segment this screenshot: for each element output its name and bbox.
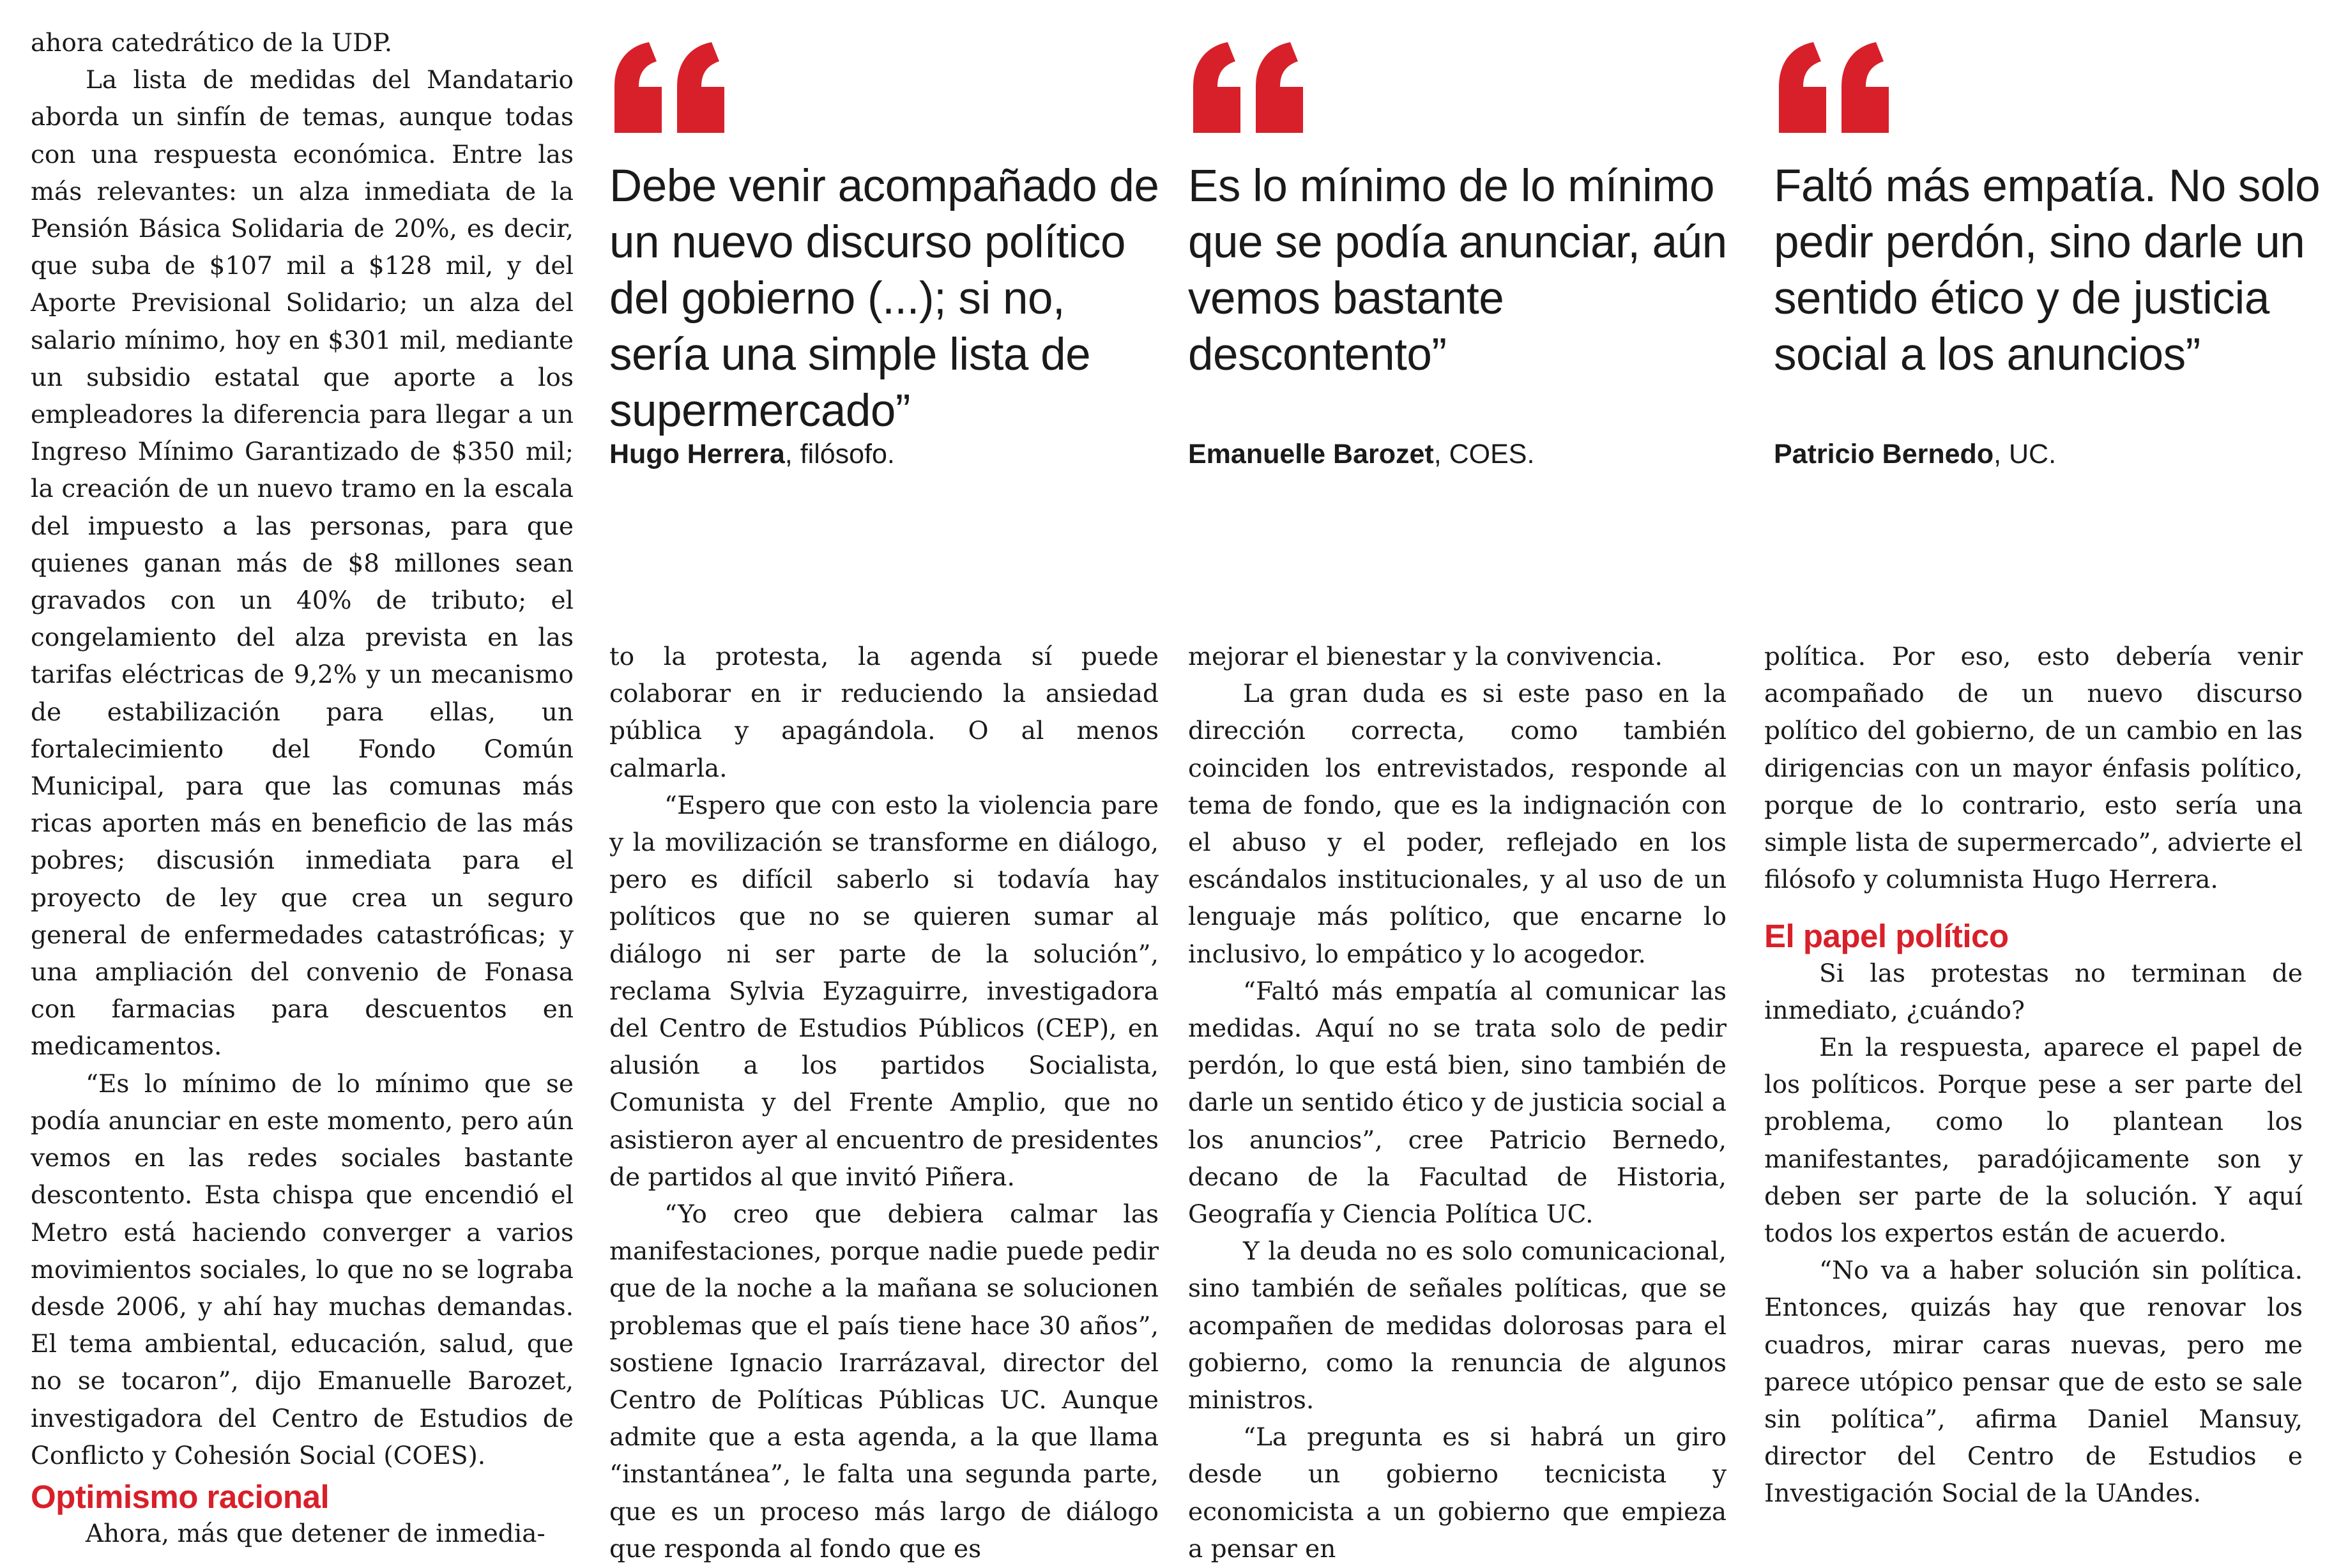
quote-author: Patricio Bernedo xyxy=(1774,439,1994,469)
paragraph: Y la deuda no es solo comunicacional, sino también de señales políticas, que se acompañen de medidas dolorosas para el gobierno, como la renuncia de algunos ministros. xyxy=(1188,1237,1727,1415)
quote-author: Hugo Herrera xyxy=(609,439,785,469)
opening-quote-icon xyxy=(1188,37,1309,139)
paragraph: En la respuesta, aparece el papel de los políticos. Porque pese a ser parte del problema, como lo plantean los manifestantes, paradójicamente son y deben ser parte de la solución. Y aquí todos los expertos están de acuerdo. xyxy=(1764,1033,2303,1249)
paragraph: “No va a haber solución sin política. Entonces, quizás hay que renovar los cuadros, mirar caras nuevas, pero me parece utópico pensar que de esto se sale sin política”, afirma Daniel Mansuy, director del Centro de Estudios e Investigación Social de la UAndes. xyxy=(1764,1256,2303,1509)
article-column-1 xyxy=(31,27,574,1553)
paragraph: política. Por eso, esto debería venir acompañado de un nuevo discurso político del gobierno, de un cambio en las dirigencias con un mayor énfasis político, porque de lo contrario, esto sería una simple lista de supermercado”, advierte el filósofo y columnista Hugo Herrera. xyxy=(1764,643,2303,895)
subheading-optimismo-racional: Optimismo racional xyxy=(31,1478,330,1515)
paragraph: Ahora, más que detener de inmedia- xyxy=(86,1519,545,1549)
quote-text: Debe venir acompañado de un nuevo discurso político del gobierno (...); si no, sería una simple lista de supermercado” xyxy=(609,161,1159,436)
article-column-2 xyxy=(609,639,1159,1568)
paragraph: to la protesta, la agenda sí puede colaborar en ir reduciendo la ansiedad pública y apagándola. O al menos calmarla. xyxy=(609,643,1159,783)
paragraph: Si las protestas no terminan de inmediato, ¿cuándo? xyxy=(1764,959,2303,1025)
paragraph: “La pregunta es si habrá un giro desde un gobierno tecnicista y economicista a un gobierno que empieza a pensar en xyxy=(1188,1423,1727,1564)
paragraph: “Espero que con esto la violencia pare y la movilización se transforme en diálogo, pero es difícil saberlo si todavía hay políticos que no se quieren sumar al diálogo ni ser parte de la solución”, reclama Sylvia Eyzaguirre, investigadora del Centro de Estudios Públicos (CEP), en alusión a los partidos Socialista, Comunista y del Frente Amplio, que no asistieron ayer al encuentro de presidentes de partidos al que invitó Piñera. xyxy=(609,791,1159,1192)
opening-quote-icon xyxy=(1774,37,1895,139)
article-column-3 xyxy=(1188,639,1727,1568)
quote-attribution xyxy=(1188,438,1750,470)
quote-author: Emanuelle Barozet xyxy=(1188,439,1434,469)
paragraph: La lista de medidas del Mandatario aborda un sinfín de temas, aunque todas con una respuesta económica. Entre las más relevantes: un alza inmediata de la Pensión Básica Solidaria de 20%, es decir, que suba de $107 mil a $128 mil, y del Aporte Previsional Solidario; un alza del salario mínimo, hoy en $301 mil, mediante un subsidio estatal que aporte a los empleadores la diferencia para llegar a un Ingreso Mínimo Garantizado de $350 mil; la creación de un nuevo tramo en la escala del impuesto a las personas, para que quienes ganan más de $8 millones sean gravados con un 40% de tributo; el congelamiento del alza prevista en las tarifas eléctricas de 9,2% y un mecanismo de estabilización para ellas, un fortalecimiento del Fondo Común Municipal, para que las comunas más ricas aporten más en beneficio de las más pobres; discusión inmediata para el proyecto de ley que crea un seguro general de enfermedades catastróficas; y una ampliación del convenio de Fonasa con farmacias para descuentos en medicamentos. xyxy=(31,66,574,1062)
quote-attribution xyxy=(609,438,1171,470)
article-column-4 xyxy=(1764,639,2303,1513)
quote-text: Faltó más empatía. No solo pedir perdón, sino darle un sentido ético y de justicia social a los anuncios” xyxy=(1774,161,2321,380)
paragraph: “Es lo mínimo de lo mínimo que se podía anunciar en este momento, pero aún vemos en las redes sociales bastante descontento. Esta chispa que encendió el Metro está haciendo converger a varios movimientos sociales, lo que no se lograba desde 2006, y ahí hay muchas demandas. El tema ambiental, educación, salud, que no se tocaron”, dijo Emanuelle Barozet, investigadora del Centro de Estudios de Conflicto y Cohesión Social (COES). xyxy=(31,1069,574,1470)
paragraph: “Yo creo que debiera calmar las manifestaciones, porque nadie puede pedir que de la noche a la mañana se solucionen problemas que el país tiene hace 30 años”, sostiene Ignacio Irarrázaval, director del Centro de Políticas Públicas UC. Aunque admite que a esta agenda, a la que llama “instantánea”, le falta una segunda parte, que es un proceso más largo de diálogo que responda al fondo que es xyxy=(609,1200,1159,1564)
quote-role: , UC. xyxy=(1994,439,2057,469)
quote-role: , COES. xyxy=(1433,439,1535,469)
paragraph: “Faltó más empatía al comunicar las medidas. Aquí no se trata solo de pedir perdón, lo que está bien, sino también de darle un sentido ético y de justicia social a los anuncios”, cree Patricio Bernedo, decano de la Facultad de Historia, Geografía y Ciencia Política UC. xyxy=(1188,977,1727,1229)
opening-quote-icon xyxy=(609,37,731,139)
quote-attribution xyxy=(1774,438,2336,470)
quote-role: , filósofo. xyxy=(784,439,895,469)
paragraph: ahora catedrático de la UDP. xyxy=(31,29,393,57)
paragraph: La gran duda es si este paso en la dirección correcta, como también coinciden los entrevistados, responde al tema de fondo, que es la indignación con el abuso y el poder, reflejado en los escándalos institucionales, y al uso de un lenguaje más político, que encarne lo inclusivo, lo empático y lo acogedor. xyxy=(1188,680,1727,969)
quote-text: Es lo mínimo de lo mínimo que se podía anunciar, aún vemos bastante descontento” xyxy=(1188,161,1727,380)
paragraph: mejorar el bienestar y la convivencia. xyxy=(1188,643,1663,671)
subheading-el-papel-politico: El papel político xyxy=(1764,918,2009,955)
